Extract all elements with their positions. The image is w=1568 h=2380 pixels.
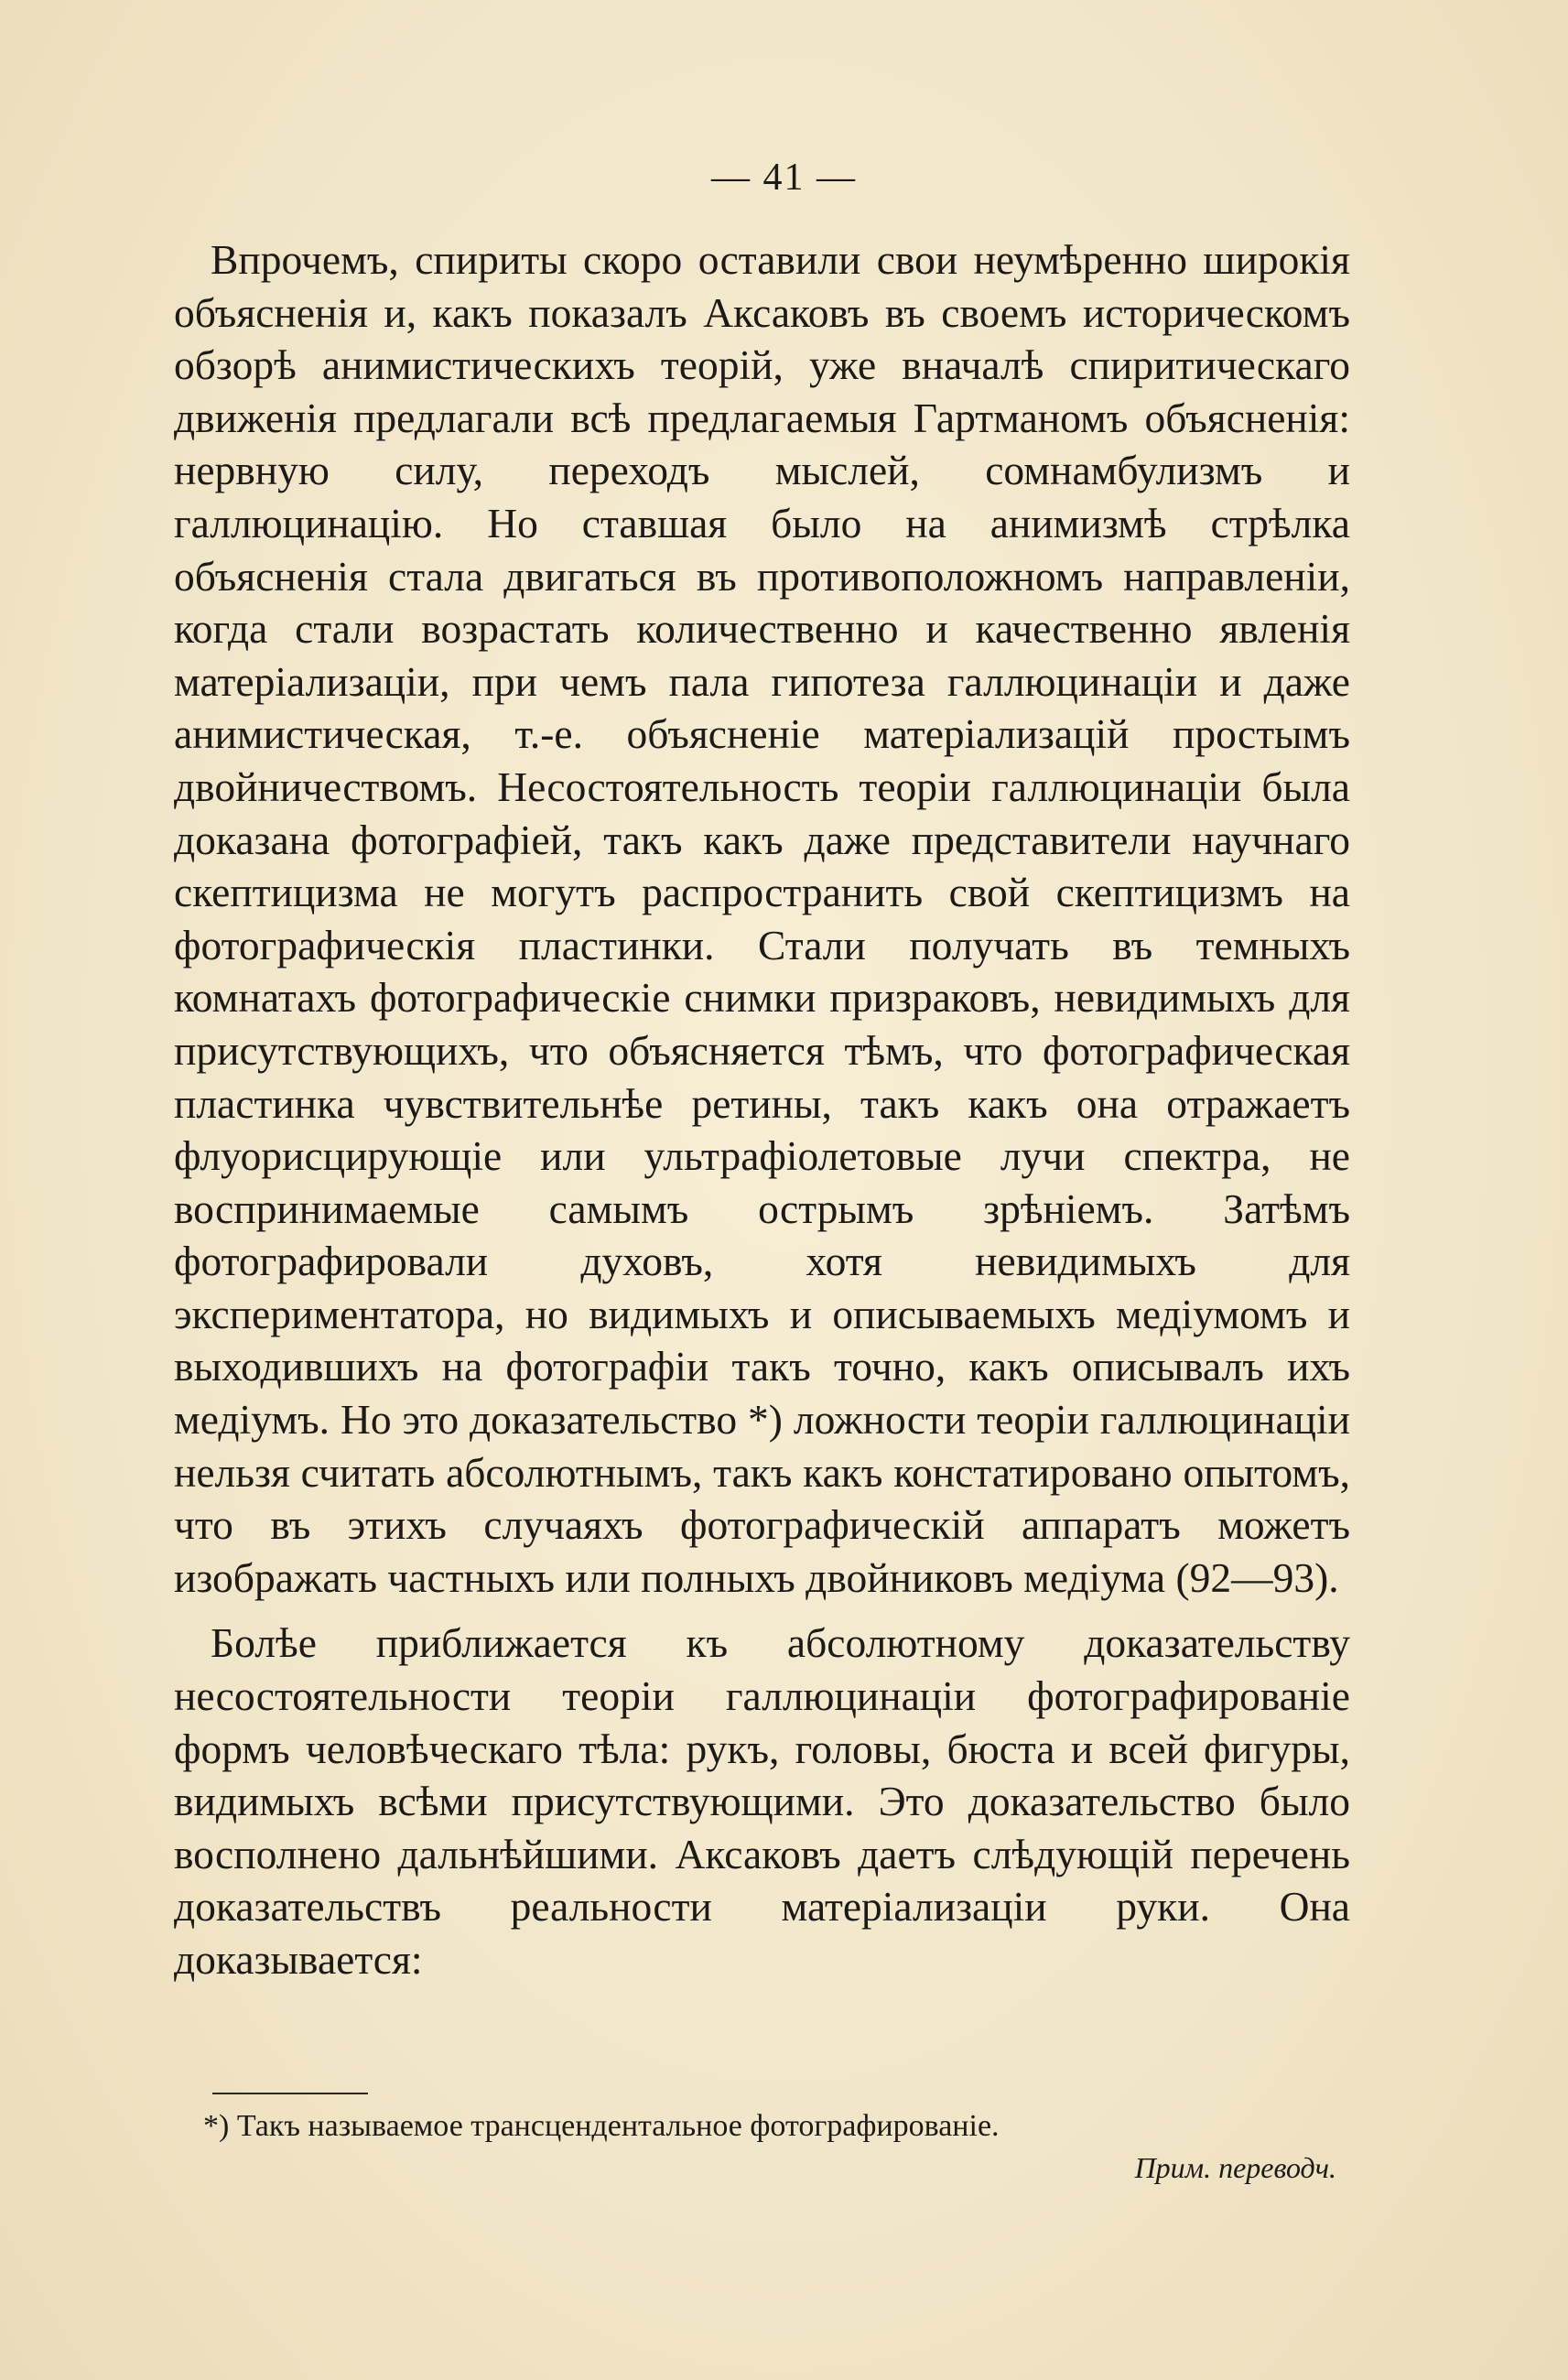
paragraph-1: Впрочемъ, спириты скоро оставили свои неумѣренно широкія объясненія и, какъ показалъ Аксаковъ въ своемъ историческомъ обзорѣ анимистическихъ теорій, уже вначалѣ спиритическаго движенія предлагали всѣ предлагаемыя Гартманомъ объясненія: нервную силу, переходъ мыслей, сомнамбулизмъ и галлюцинацію. Но ставшая было на анимизмѣ стрѣлка объясненія стала двигаться въ противоположномъ направленіи, когда стали возрастать количественно и качественно явленія матеріализаціи, при чемъ пала гипотеза галлюцинаціи и даже анимистическая, т.-е. объясненіе матеріализацій простымъ двойничествомъ. Несостоятельность теоріи галлюцинаціи была доказана фотографіей, такъ какъ даже представители научнаго скептицизма не могутъ распространить свой скептицизмъ на фотографическія пластинки. Стали получать въ темныхъ комнатахъ фотографическіе снимки призраковъ, невидимыхъ для присутствующихъ, что объясняется тѣмъ, что фотографическая пластинка чувствительнѣе ретины, такъ какъ она отражаетъ флуорисцирующіе или ультрафіолетовые лучи спектра, не воспринимаемые самымъ острымъ зрѣніемъ. Затѣмъ фотографировали духовъ, хотя невидимыхъ для экспериментатора, но видимыхъ и описываемыхъ медіумомъ и выходившихъ на фотографіи такъ точно, какъ описывалъ ихъ медіумъ. Но это доказательство *) ложности теоріи галлюцинаціи нельзя считать абсолютнымъ, такъ какъ констатировано опытомъ, что въ этихъ случаяхъ фотографическій аппаратъ можетъ изображать частныхъ или полныхъ двойниковъ медіума (92—93). [174,236,1350,1601]
footnote-divider [212,2093,368,2094]
footnote-signature: Прим. переводч. [1134,2151,1336,2184]
main-text [174,233,1350,1986]
paragraph-2: Болѣе приближается къ абсолютному доказательству несостоятельности теоріи галлюцинаціи фотографированіе формъ человѣческаго тѣла: рукъ, головы, бюста и всей фигуры, видимыхъ всѣми присутствующими. Это доказательство было восполнено дальнѣйшими. Аксаковъ даетъ слѣдующій перечень доказательствъ реальности матеріализаціи руки. Она доказывается: [174,1619,1350,1983]
page-number: — 41 — [711,157,857,199]
footnote-text: *) Такъ называемое трансцендентальное фотографированіе. [203,2109,1000,2143]
